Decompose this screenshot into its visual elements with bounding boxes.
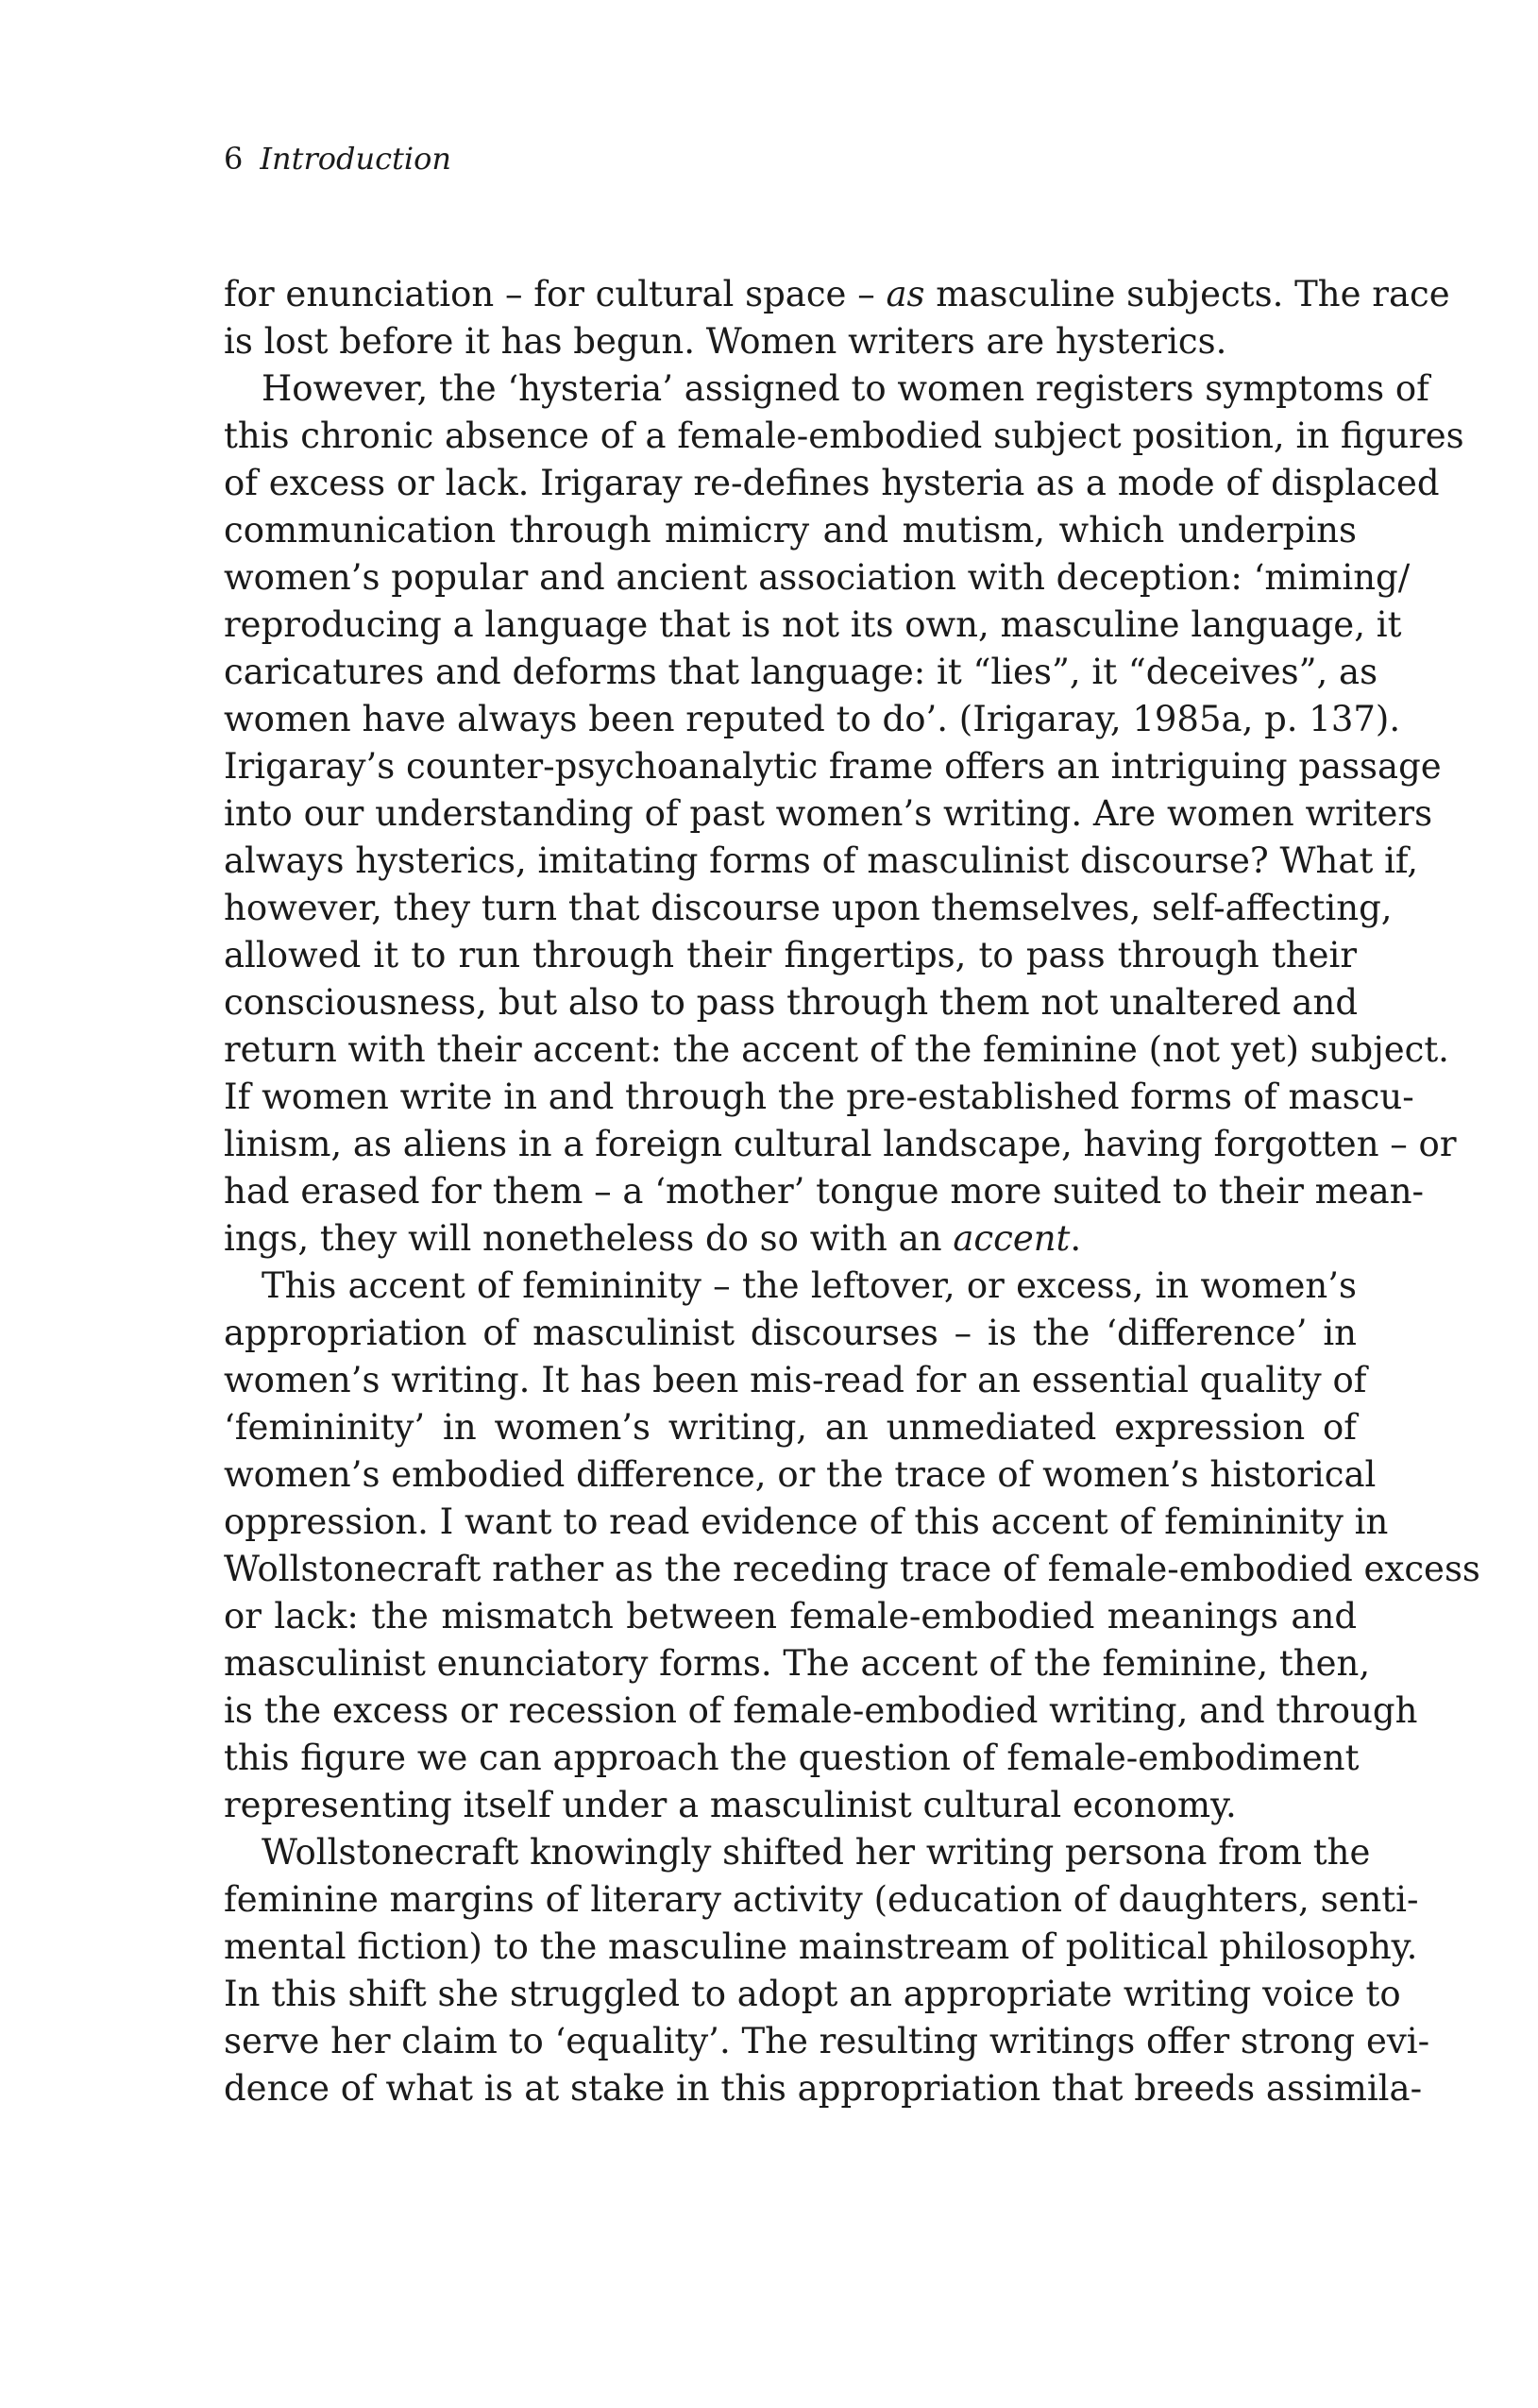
body-text bbox=[224, 271, 1480, 2112]
text-line: or lack: the mismatch between female-embodied meanings and bbox=[224, 1596, 1357, 1636]
text-line: however, they turn that discourse upon themselves, self-affecting, bbox=[224, 888, 1393, 928]
text-line: always hysterics, imitating forms of masculinist discourse? What if, bbox=[224, 840, 1419, 881]
text-line: masculinist enunciatory forms. The accent of the feminine, then, bbox=[224, 1643, 1371, 1684]
text-line: appropriation of masculinist discourses – is the ‘difference’ in bbox=[224, 1313, 1357, 1353]
text-line: is the excess or recession of female-embodied writing, and through bbox=[224, 1690, 1418, 1731]
text-line: representing itself under a masculinist cultural economy. bbox=[224, 1785, 1237, 1825]
text-line: mental fiction) to the masculine mainstream of political philosophy. bbox=[224, 1926, 1418, 1967]
paragraph-start: However, the ‘hysteria’ assigned to women registers symptoms of bbox=[262, 368, 1429, 409]
running-head-title: Introduction bbox=[260, 141, 452, 177]
running-head bbox=[224, 140, 451, 178]
text-line: women’s popular and ancient association with deception: ‘miming/ bbox=[224, 557, 1411, 598]
text-line: caricatures and deforms that language: it “lies”, it “deceives”, as bbox=[224, 652, 1378, 692]
page-number: 6 bbox=[224, 141, 244, 177]
text-line: reproducing a language that is not its own, masculine language, it bbox=[224, 604, 1402, 645]
text-line: In this shift she struggled to adopt an appropriate writing voice to bbox=[224, 1974, 1401, 2014]
text-line: linism, as aliens in a foreign cultural landscape, having forgotten – or bbox=[224, 1124, 1457, 1164]
text-line: allowed it to run through their fingertips, to pass through their bbox=[224, 935, 1357, 975]
paragraph-start: Wollstonecraft knowingly shifted her writing persona from the bbox=[262, 1832, 1371, 1873]
text-line: is lost before it has begun. Women writers are hysterics. bbox=[224, 321, 1227, 362]
text-line: oppression. I want to read evidence of this accent of femininity in bbox=[224, 1501, 1389, 1542]
paragraph-start: This accent of femininity – the leftover, or excess, in women’s bbox=[262, 1265, 1357, 1306]
text-line: women’s embodied difference, or the trace of women’s historical bbox=[224, 1454, 1377, 1495]
text-line: of excess or lack. Irigaray re-defines hysteria as a mode of displaced bbox=[224, 463, 1440, 503]
text-line: communication through mimicry and mutism, which underpins bbox=[224, 510, 1357, 551]
text-line: women have always been reputed to do’. (Irigaray, 1985a, p. 137). bbox=[224, 699, 1401, 739]
text-line: dence of what is at stake in this appropriation that breeds assimila- bbox=[224, 2068, 1423, 2109]
text-line: had erased for them – a ‘mother’ tongue more suited to their mean- bbox=[224, 1171, 1425, 1212]
text-line: Irigaray’s counter-psychoanalytic frame offers an intriguing passage bbox=[224, 746, 1442, 787]
emphasis-as: as bbox=[886, 274, 925, 314]
text-line: for enunciation – for cultural space – as masculine subjects. The race bbox=[224, 274, 1450, 314]
text-line: this figure we can approach the question of female-embodiment bbox=[224, 1738, 1360, 1778]
text-line: Wollstonecraft rather as the receding trace of female-embodied excess bbox=[224, 1549, 1480, 1589]
text-line: If women write in and through the pre-established forms of mascu- bbox=[224, 1077, 1414, 1117]
text-line: this chronic absence of a female-embodied subject position, in figures bbox=[224, 415, 1464, 456]
text-line: serve her claim to ‘equality’. The resulting writings offer strong evi- bbox=[224, 2021, 1430, 2061]
text-line: consciousness, but also to pass through them not unaltered and bbox=[224, 982, 1359, 1023]
text-line: into our understanding of past women’s writing. Are women writers bbox=[224, 793, 1433, 834]
text-line: ‘femininity’ in women’s writing, an unmediated expression of bbox=[224, 1407, 1357, 1448]
emphasis-accent: accent bbox=[953, 1218, 1071, 1259]
text-line: women’s writing. It has been mis-read for an essential quality of bbox=[224, 1360, 1367, 1400]
text-line: feminine margins of literary activity (education of daughters, senti- bbox=[224, 1879, 1419, 1920]
text-line: ings, they will nonetheless do so with an accent. bbox=[224, 1218, 1082, 1259]
text-line: return with their accent: the accent of the feminine (not yet) subject. bbox=[224, 1029, 1449, 1070]
